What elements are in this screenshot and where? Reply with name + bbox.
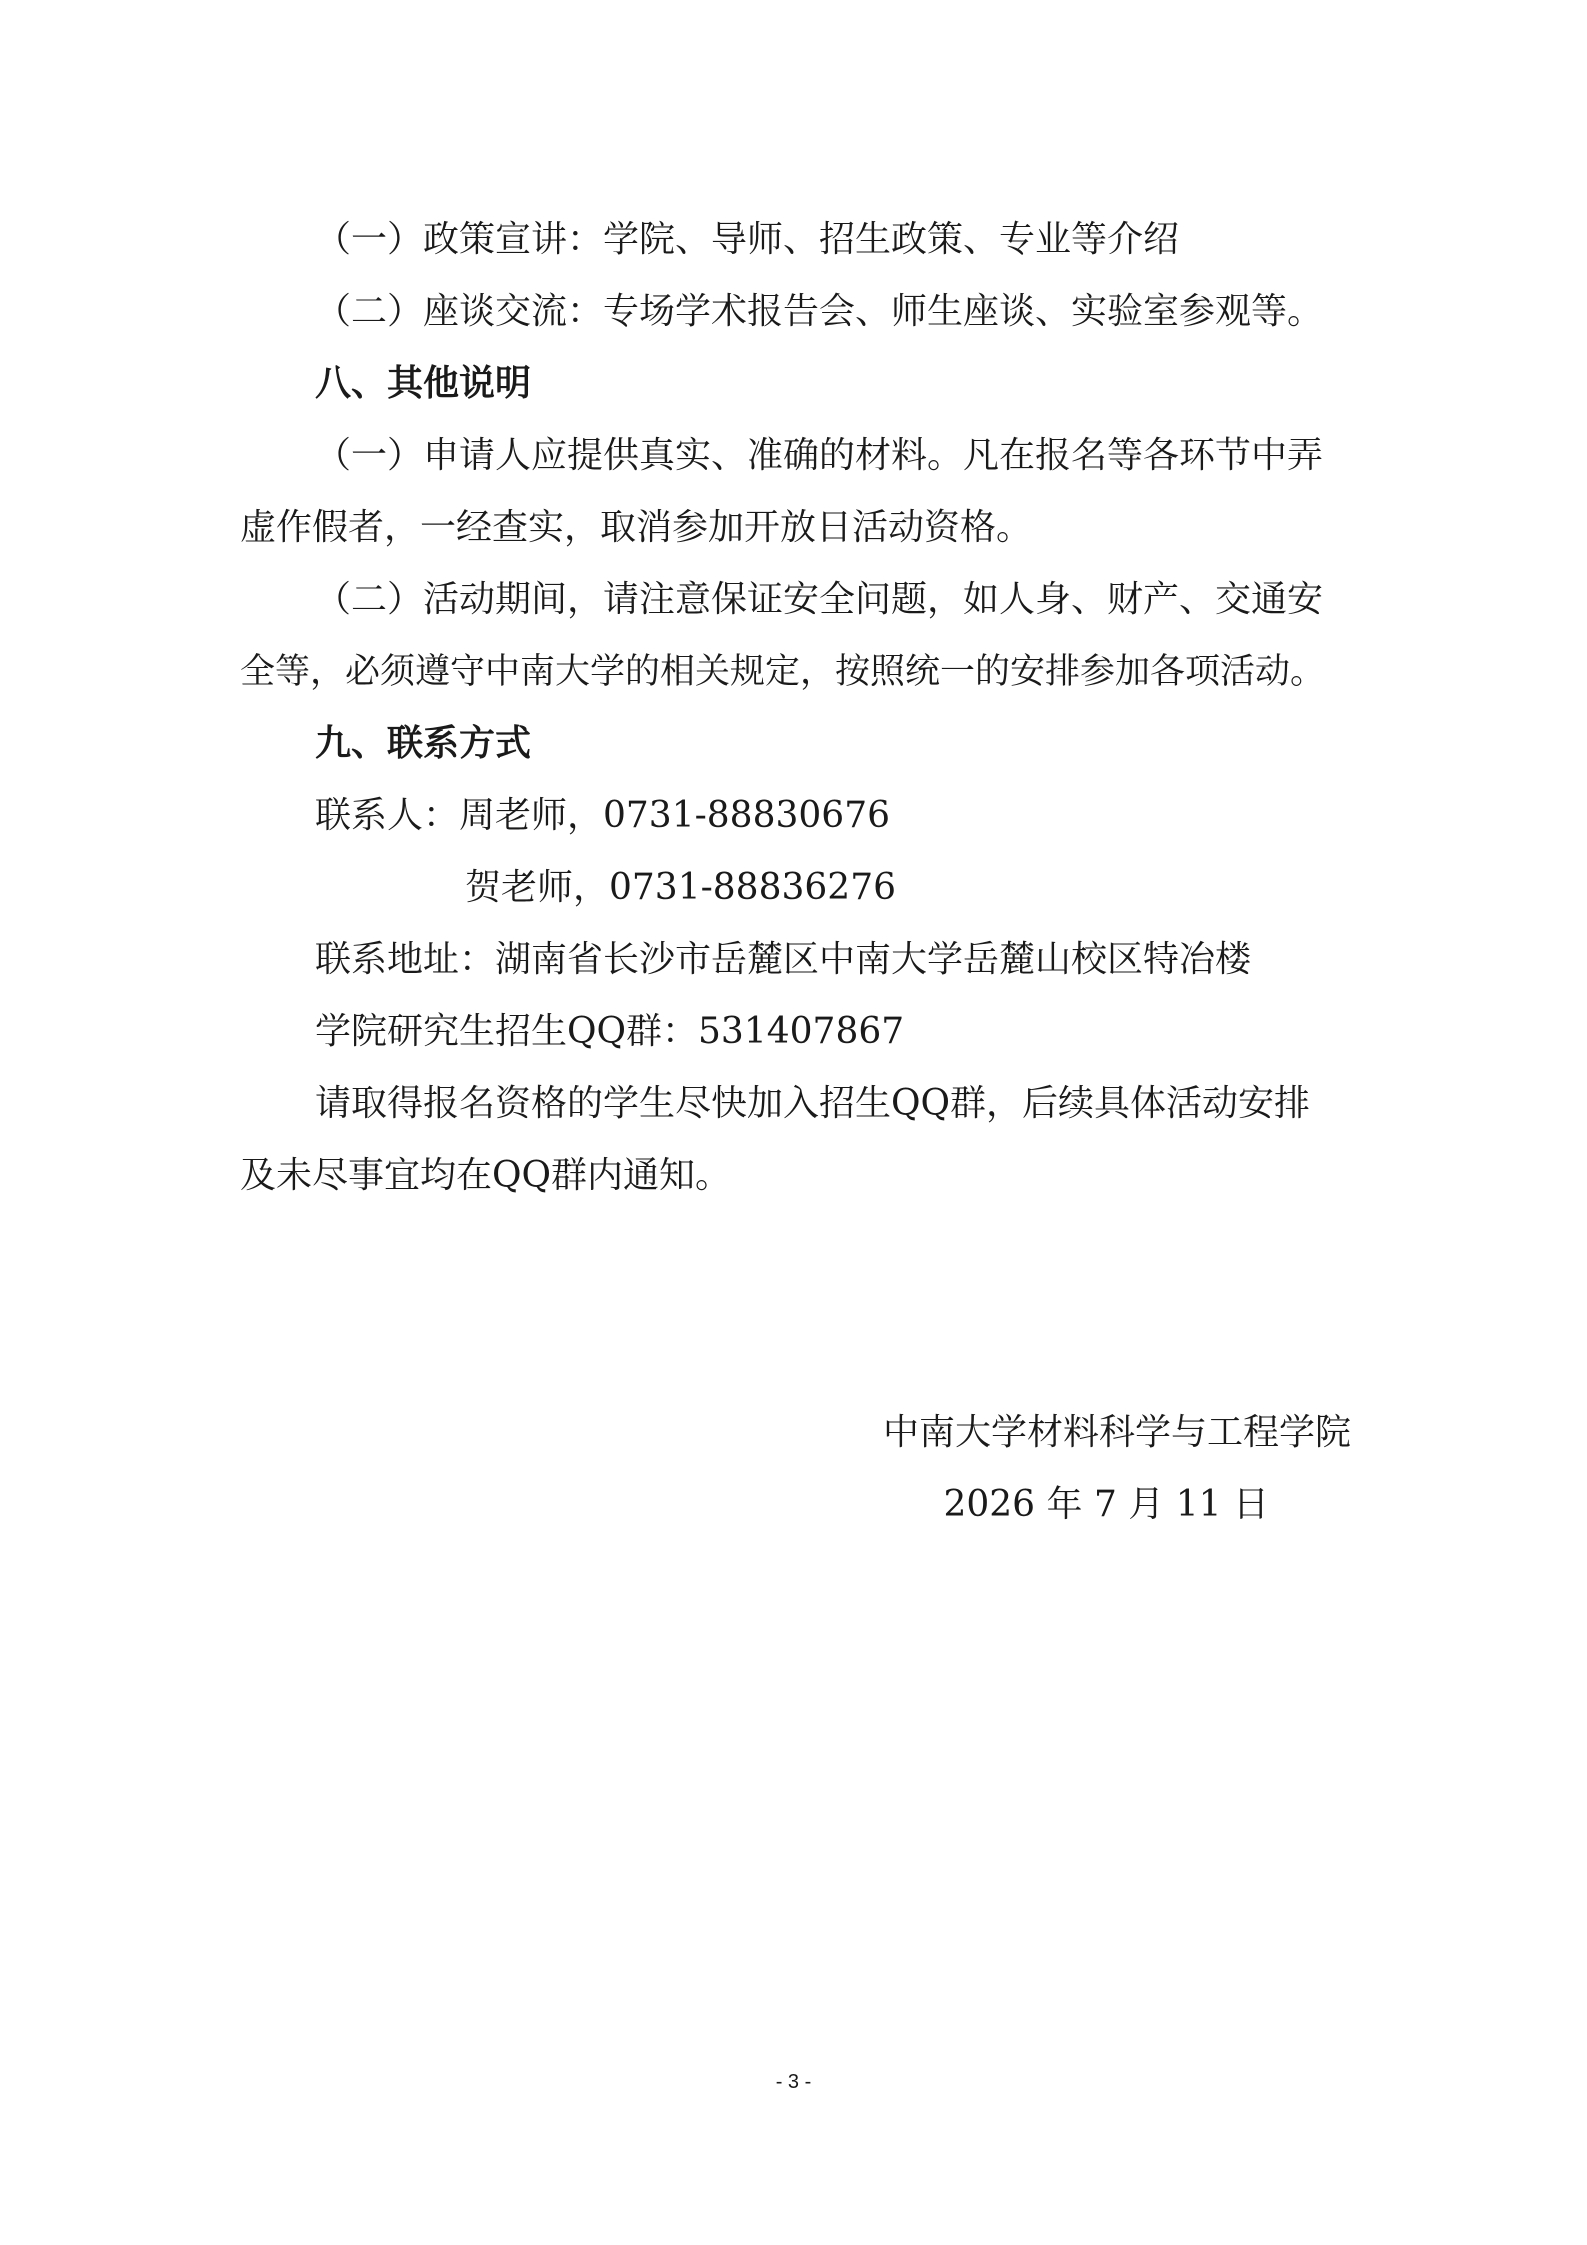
section-8-paragraph-1-line-1: （一）申请人应提供真实、准确的材料。凡在报名等各环节中弄 [315, 435, 1324, 476]
qq-note-line-2: 及未尽事宜均在QQ群内通知。 [240, 1155, 732, 1196]
section-8-heading: 八、其他说明 [315, 363, 532, 404]
contact-address: 联系地址：湖南省长沙市岳麓区中南大学岳麓山校区特冶楼 [315, 939, 1252, 980]
section-8-paragraph-2-line-1: （二）活动期间，请注意保证安全问题，如人身、财产、交通安 [315, 579, 1324, 620]
activity-item-2: （二）座谈交流：专场学术报告会、师生座谈、实验室参观等。 [315, 291, 1324, 332]
section-8-paragraph-2-line-2: 全等，必须遵守中南大学的相关规定，按照统一的安排参加各项活动。 [240, 652, 1326, 692]
activity-item-1: （一）政策宣讲：学院、导师、招生政策、专业等介绍 [315, 219, 1180, 260]
qq-group: 学院研究生招生QQ群：531407867 [315, 1011, 905, 1052]
signature-date: 2026 年 7 月 11 日 [943, 1484, 1269, 1525]
page-number: - 3 - [775, 2071, 812, 2093]
signature-organization: 中南大学材料科学与工程学院 [882, 1412, 1351, 1453]
contact-person-1: 联系人：周老师，0731-88830676 [315, 795, 891, 836]
section-8-paragraph-1-line-2: 虚作假者，一经查实，取消参加开放日活动资格。 [240, 507, 1033, 548]
contact-person-2: 贺老师，0731-88836276 [465, 867, 897, 908]
section-9-heading: 九、联系方式 [315, 723, 532, 764]
qq-note-line-1: 请取得报名资格的学生尽快加入招生QQ群，后续具体活动安排 [315, 1083, 1311, 1124]
